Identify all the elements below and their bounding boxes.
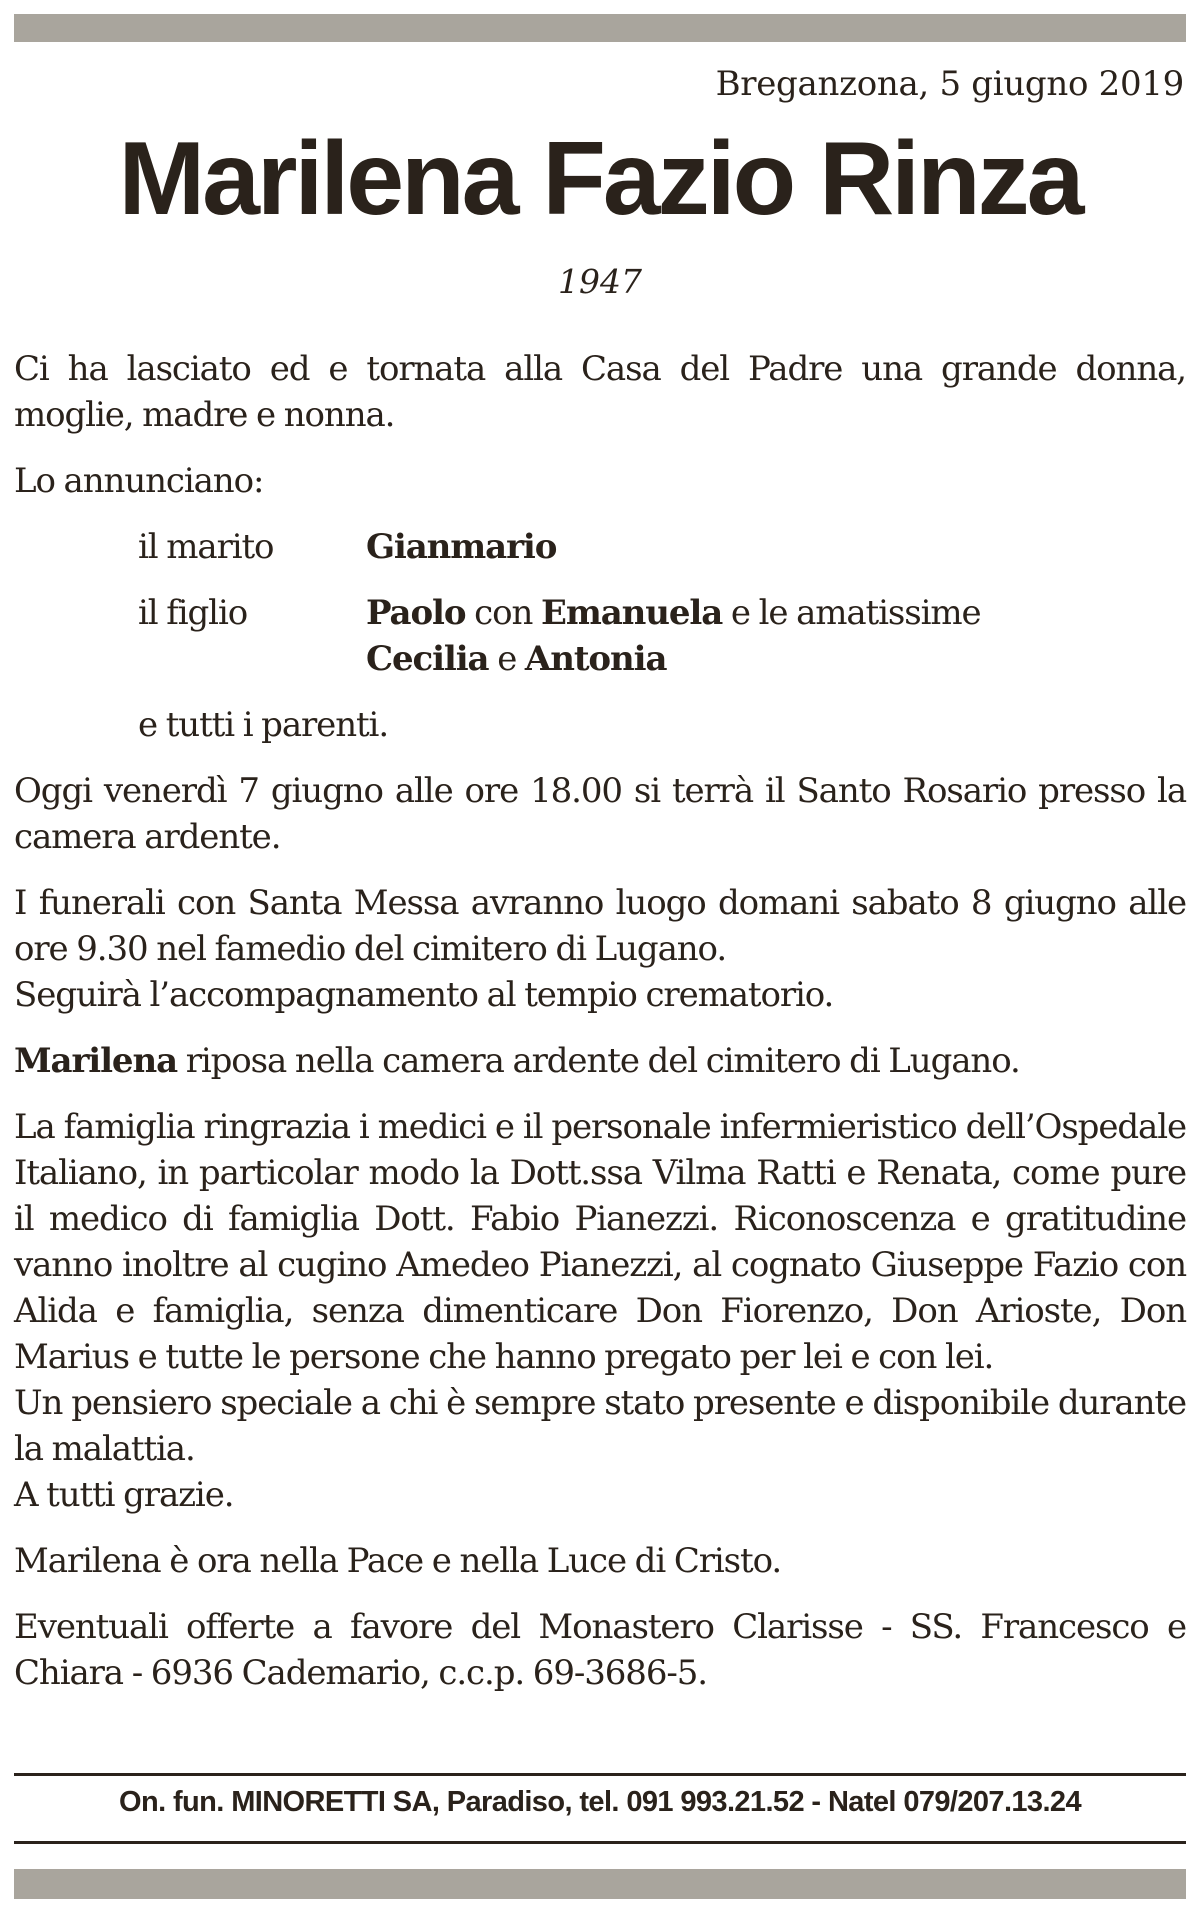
- partner-name: Emanuela: [541, 593, 723, 633]
- donations-paragraph: Eventuali offerte a favore del Monastero Clarisse - SS. Francesco e Chiara - 6936 Cademario, c.c.p. 69-3686-5.: [14, 1607, 1186, 1693]
- thanks-paragraph: [14, 1104, 1186, 1518]
- thanks-line: Un pensiero speciale a chi è sempre stato presente e disponibile durante la malattia.: [14, 1383, 1186, 1469]
- connector-text: e le amatissime: [722, 593, 981, 633]
- footer-bottom-rule: [14, 1841, 1186, 1844]
- grandchild-name: Antonia: [524, 639, 667, 679]
- funeral-line: I funerali con Santa Messa avranno luogo domani sabato 8 giugno alle ore 9.30 nel famedio del cimitero di Lugano.: [14, 883, 1186, 969]
- family-row-son: [138, 590, 1186, 682]
- relation-label: il marito: [138, 527, 274, 567]
- rest-text: riposa nella camera ardente del cimitero di Lugano.: [177, 1041, 1020, 1081]
- thanks-line: La famiglia ringrazia i medici e il personale infermieristico dell’Ospedale Italiano, in particolar modo la Dott.ssa Vilma Ratti e Renata, come pure il medico di famiglia Dott. Fabio Pianezzi. Riconoscenza e gratitudine vanno inoltre al cugino Amedeo Pianezzi, al cognato Giuseppe Fazio con Alida e famiglia, senza dimenticare Don Fiorenzo, Don Arioste, Don Marius e tutte le persone che hanno pregato per lei e con lei.: [14, 1107, 1186, 1377]
- announce-label: Lo annunciano:: [14, 461, 264, 501]
- funeral-line: Seguirà l’accompagnamento al tempio crematorio.: [14, 975, 834, 1015]
- intro-paragraph: Ci ha lasciato ed e tornata alla Casa del Padre una grande donna, moglie, madre e nonna.: [14, 349, 1186, 435]
- family-names: [366, 524, 1186, 570]
- peace-paragraph: Marilena è ora nella Pace e nella Luce di Cristo.: [14, 1541, 782, 1581]
- thanks-line: A tutti grazie.: [14, 1475, 234, 1515]
- connector-text: con: [465, 593, 541, 633]
- grandchild-name: Cecilia: [366, 639, 489, 679]
- connector-text: e: [488, 639, 525, 679]
- other-relatives: e tutti i parenti.: [138, 705, 389, 745]
- rosary-paragraph: Oggi venerdì 7 giugno alle ore 18.00 si terrà il Santo Rosario presso la camera ardente.: [14, 771, 1186, 857]
- funeral-paragraph: [14, 880, 1186, 1018]
- rest-name: Marilena: [14, 1041, 177, 1081]
- family-list: [14, 524, 1186, 748]
- birth-year: 1947: [558, 262, 642, 301]
- notice-body: [14, 346, 1186, 1716]
- deceased-name: Marilena Fazio Rinza: [118, 121, 1082, 237]
- funeral-home-footer: On. fun. MINORETTI SA, Paradiso, tel. 091 993.21.52 - Natel 079/207.13.24: [119, 1786, 1081, 1818]
- relation-label: il figlio: [138, 593, 248, 633]
- place-date: Breganzona, 5 giugno 2019: [715, 64, 1184, 104]
- top-decorative-bar: [14, 14, 1186, 42]
- family-row-husband: [138, 524, 1186, 570]
- footer-top-rule: [14, 1773, 1186, 1776]
- bottom-decorative-bar: [14, 1869, 1186, 1899]
- family-names: [366, 590, 1186, 682]
- husband-name: Gianmario: [366, 527, 557, 567]
- son-name: Paolo: [366, 593, 466, 633]
- rest-paragraph: [14, 1038, 1186, 1084]
